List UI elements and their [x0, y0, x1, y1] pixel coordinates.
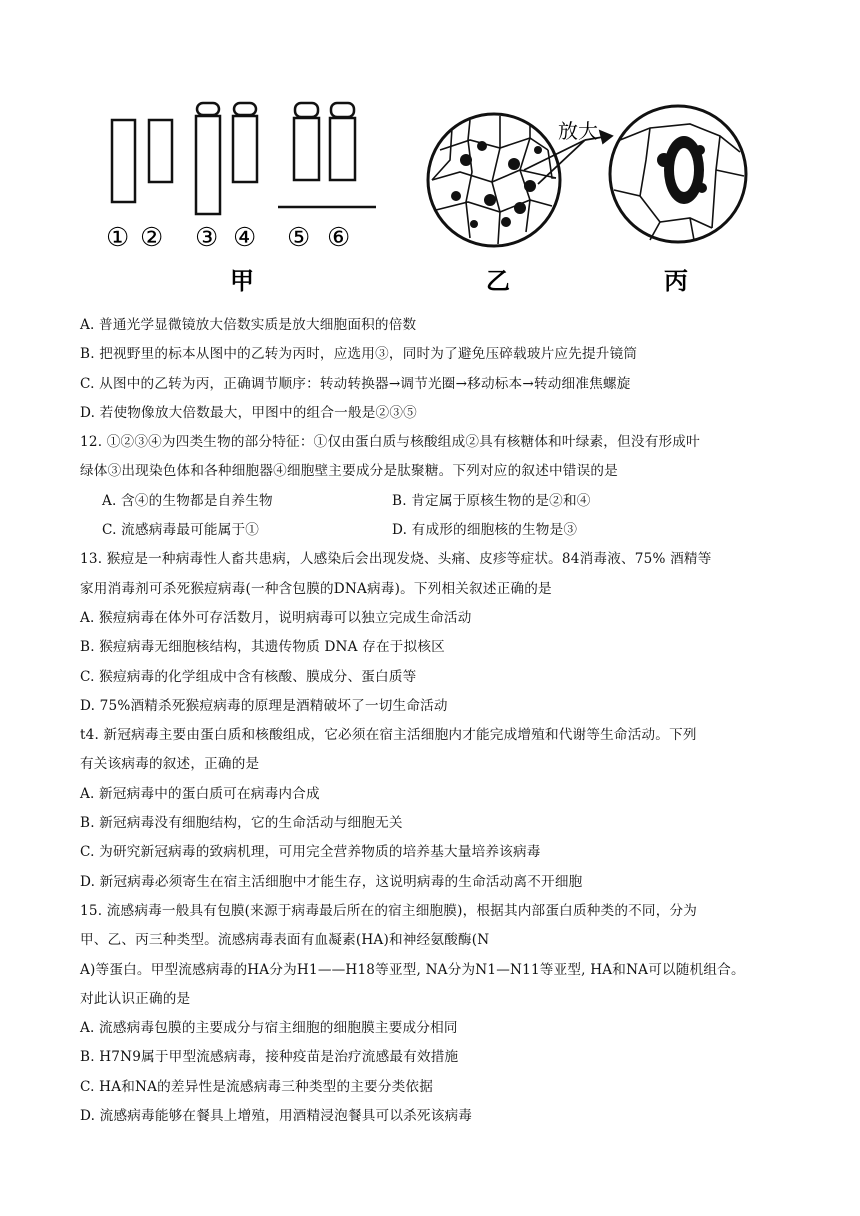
q11-option-d: D. 若使物像放大倍数最大，甲图中的组合一般是②③⑤: [80, 404, 417, 421]
high-power-view: [610, 106, 746, 242]
low-power-view: [428, 114, 560, 246]
panel-label-jia: 甲: [230, 267, 254, 295]
objective-5-cap: [295, 103, 318, 117]
q15-option-a: A. 流感病毒包膜的主要成分与宿主细胞的细胞膜主要成分相同: [80, 1020, 458, 1037]
zoom-label: 放大: [558, 119, 598, 143]
q11-option-b: B. 把视野里的标本从图中的乙转为丙时，应选用③，同时为了避免压碎载玻片应先提升镜筒: [80, 346, 638, 363]
q12-stem-line-1: 12. ①②③④为四类生物的部分特征：①仅由蛋白质与核酸组成②具有核糖体和叶绿素，但没有形成叶: [80, 434, 700, 451]
q15-option-b: B. H7N9属于甲型流感病毒，接种疫苗是治疗流感最有效措施: [80, 1049, 459, 1066]
q12-option-b: B. 肯定属于原核生物的是②和④: [392, 492, 591, 509]
panel-label-bing: 丙: [664, 267, 688, 295]
question-text: [80, 311, 800, 1131]
objective-3-cap: [197, 103, 219, 115]
q14-option-d: D. 新冠病毒必须寄生在宿主活细胞中才能生存，这说明病毒的生命活动离不开细胞: [80, 873, 583, 890]
tube-number-3: ③: [195, 223, 219, 253]
tube-number-5: ⑤: [287, 223, 311, 253]
q12-option-a: A. 含④的生物都是自养生物: [102, 492, 273, 509]
q14-option-b: B. 新冠病毒没有细胞结构，它的生命活动与细胞无关: [80, 815, 403, 832]
q15-stem-line-2: 甲、乙、丙三种类型。流感病毒表面有血凝素(HA)和神经氨酸酶(N: [80, 932, 490, 949]
tube-diagram: [112, 103, 376, 214]
q13-stem-line-1: 13. 猴痘是一种病毒性人畜共患病，人感染后会出现发烧、头痛、皮疹等症状。84消毒液、75% 酒精等: [80, 551, 712, 568]
q15-option-d: D. 流感病毒能够在餐具上增殖，用酒精浸泡餐具可以杀死该病毒: [80, 1108, 473, 1125]
q15-stem-line-3: A)等蛋白。甲型流感病毒的HA分为H1——H18等亚型, NA分为N1—N11等亚型, HA和NA可以随机组合。: [80, 961, 745, 978]
tube-number-2: ②: [140, 223, 164, 253]
q15-stem-line-4: 对此认识正确的是: [80, 990, 191, 1007]
microscope-figure: [0, 0, 860, 300]
q12-stem-line-2: 绿体③出现染色体和各种细胞器④细胞壁主要成分是肽聚糖。下列对应的叙述中错误的是: [80, 463, 618, 480]
objective-6-cap: [331, 103, 354, 117]
objective-6: [330, 118, 355, 180]
q14-stem-line-1: t4. 新冠病毒主要由蛋白质和核酸组成，它必须在宿主活细胞内才能完成增殖和代谢等生命活动。下列: [80, 727, 697, 744]
q12-options-row-2: [80, 516, 800, 545]
q13-option-d: D. 75%酒精杀死猴痘病毒的原理是酒精破坏了一切生命活动: [80, 697, 448, 714]
q15-option-c: C. HA和NA的差异性是流感病毒三种类型的主要分类依据: [80, 1078, 434, 1095]
q13-option-c: C. 猴痘病毒的化学组成中含有核酸、膜成分、蛋白质等: [80, 668, 417, 685]
tube-number-1: ①: [106, 223, 130, 253]
tube-number-4: ④: [233, 223, 257, 253]
q14-stem-line-2: 有关该病毒的叙述，正确的是: [80, 756, 260, 773]
q11-option-c: C. 从图中的乙转为丙，正确调节顺序：转动转换器→调节光圈→移动标本→转动细准焦螺旋: [80, 375, 631, 392]
q13-stem-line-2: 家用消毒剂可杀死猴痘病毒(一种含包膜的DNA病毒)。下列相关叙述正确的是: [80, 580, 552, 597]
q12-options-row-1: [80, 487, 800, 516]
objective-5: [294, 118, 319, 180]
q12-option-c: C. 流感病毒最可能属于①: [102, 522, 260, 539]
q15-stem-line-1: 15. 流感病毒一般具有包膜(来源于病毒最后所在的宿主细胞膜)，根据其内部蛋白质种类的不同，分为: [80, 902, 698, 919]
panel-label-yi: 乙: [486, 267, 510, 295]
q13-option-a: A. 猴痘病毒在体外可存活数月，说明病毒可以独立完成生命活动: [80, 609, 472, 626]
objective-4: [233, 116, 257, 182]
objective-4-cap: [234, 103, 256, 115]
q13-option-b: B. 猴痘病毒无细胞核结构，其遗传物质 DNA 存在于拟核区: [80, 639, 445, 656]
objective-3: [196, 116, 220, 214]
eyepiece-1: [112, 120, 135, 202]
q14-option-a: A. 新冠病毒中的蛋白质可在病毒内合成: [80, 785, 320, 802]
eyepiece-2: [149, 120, 172, 182]
q12-option-d: D. 有成形的细胞核的生物是③: [392, 522, 578, 539]
tube-number-6: ⑥: [327, 223, 351, 253]
q14-option-c: C. 为研究新冠病毒的致病机理，可用完全营养物质的培养基大量培养该病毒: [80, 844, 541, 861]
q11-option-a: A. 普通光学显微镜放大倍数实质是放大细胞面积的倍数: [80, 317, 417, 333]
